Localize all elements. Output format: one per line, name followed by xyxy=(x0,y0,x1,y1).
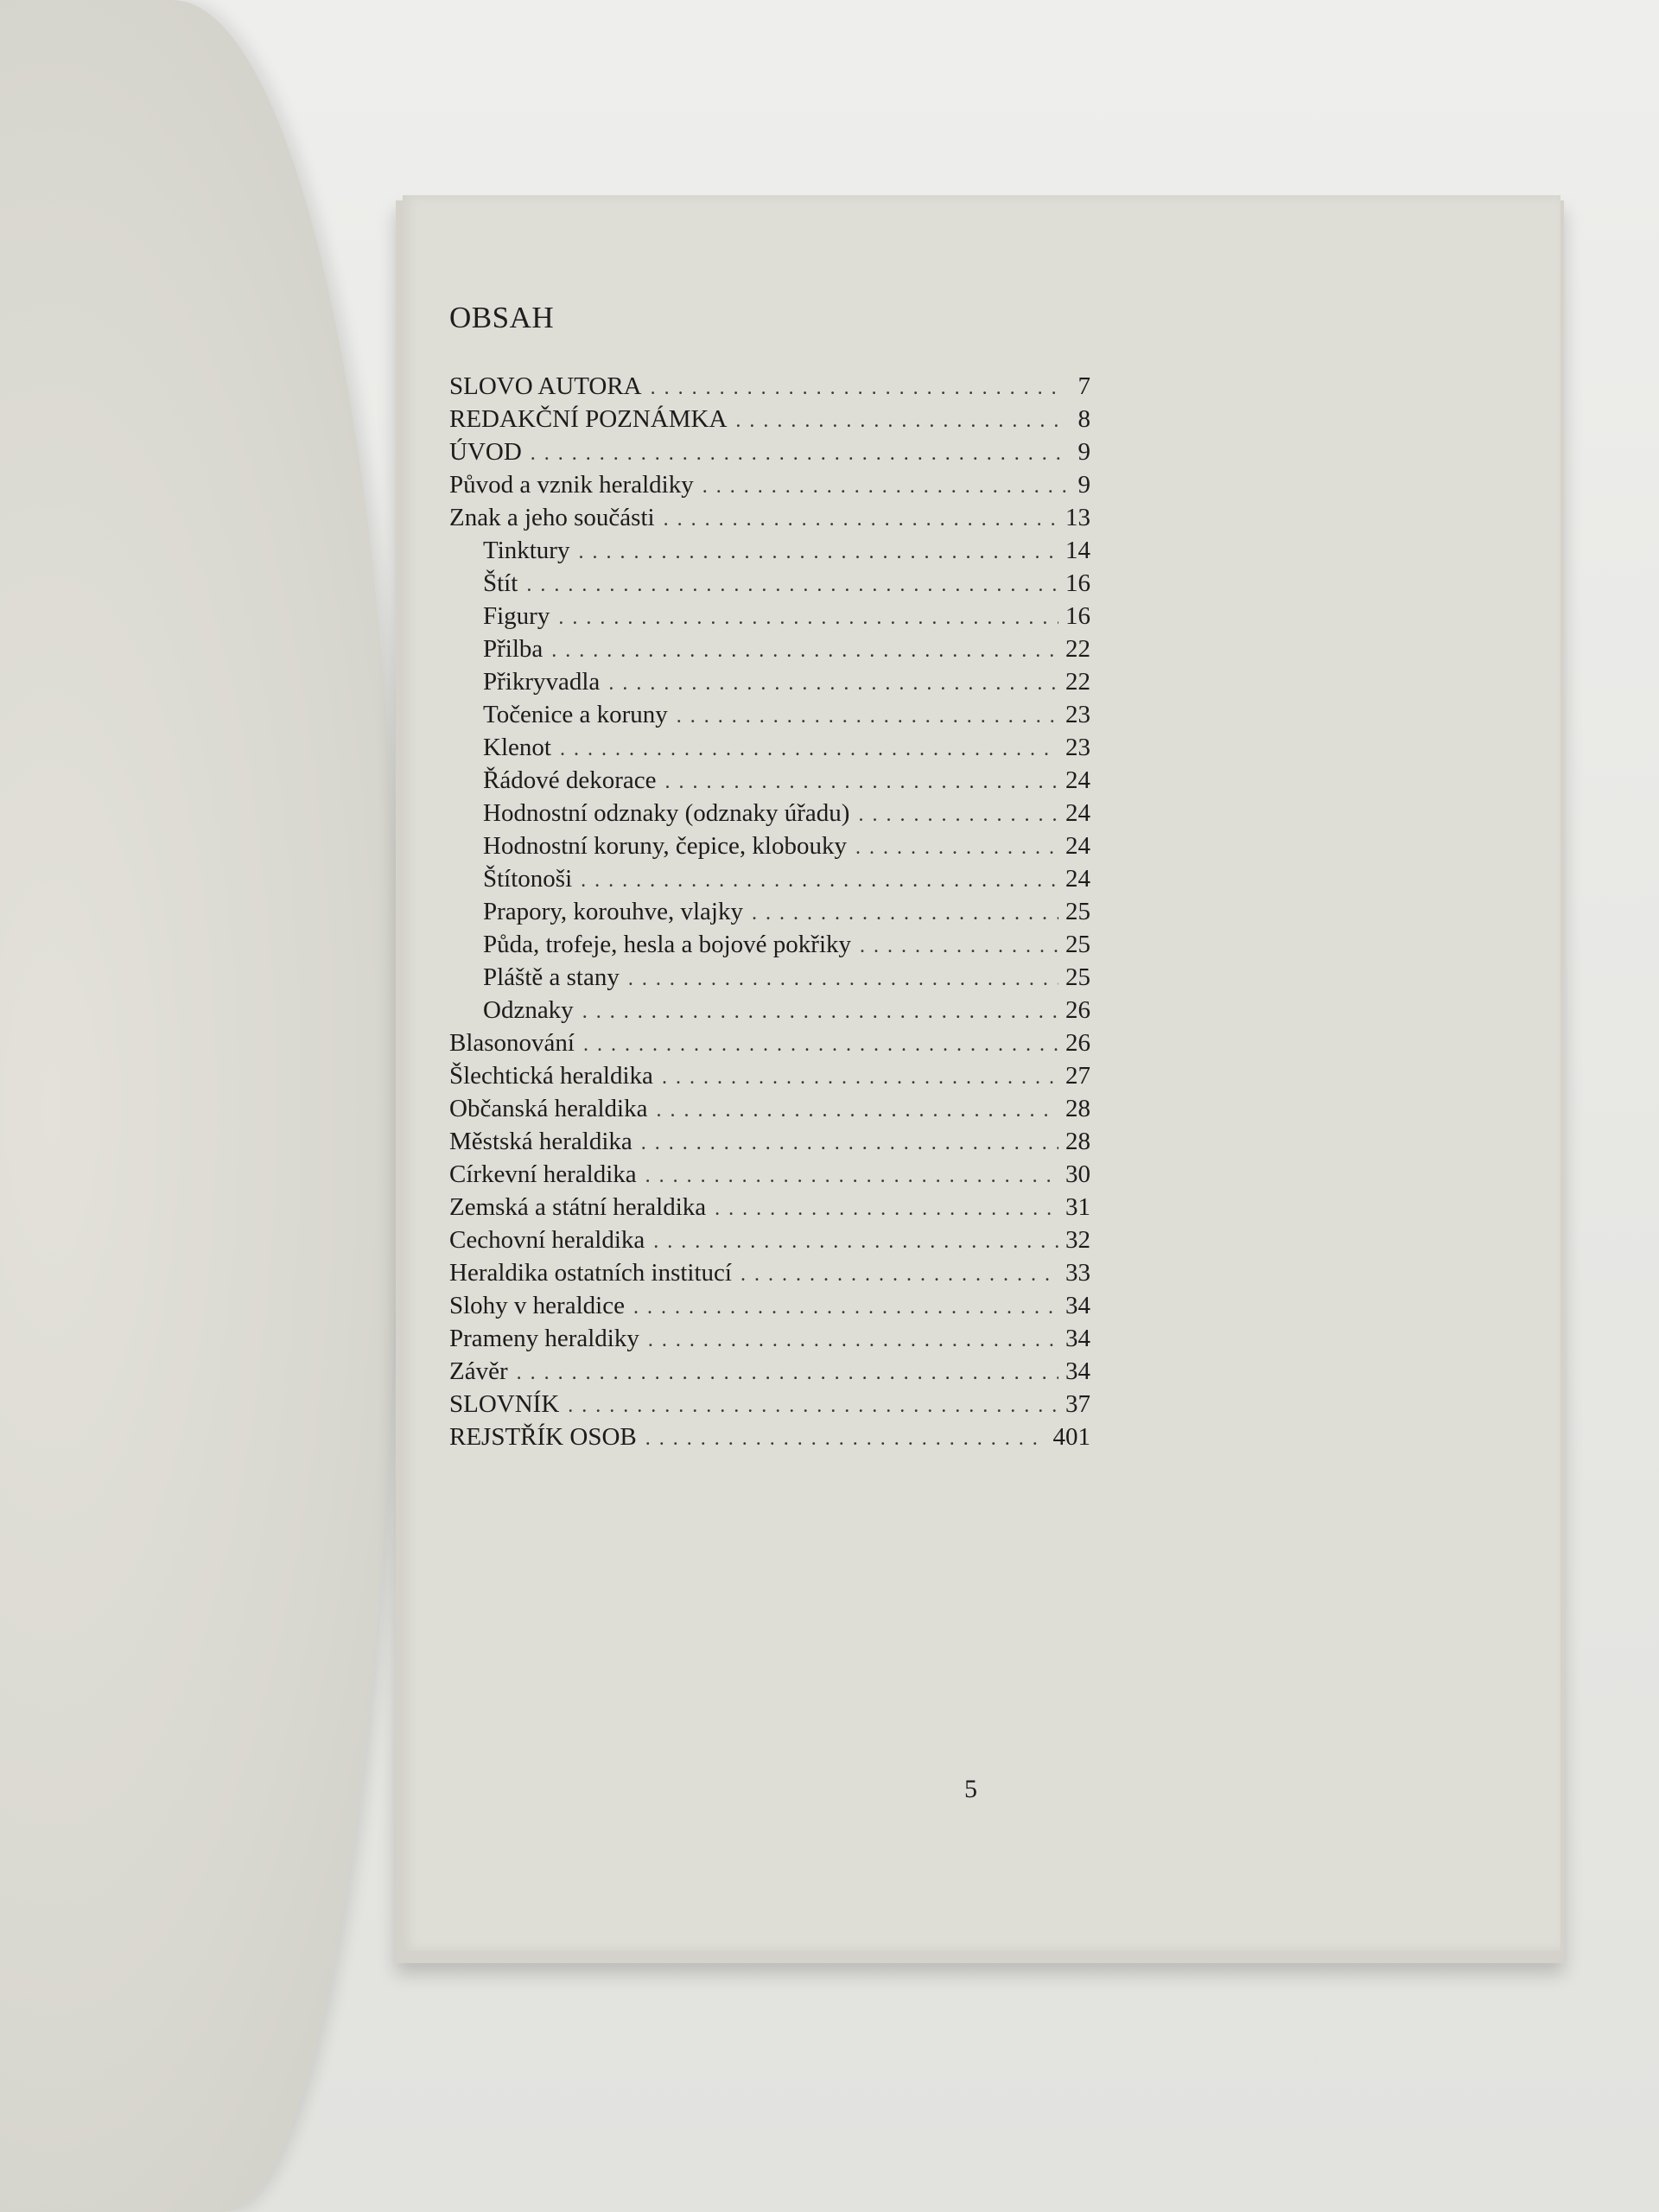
toc-dot-leader xyxy=(581,864,1058,897)
toc-entry xyxy=(449,600,1090,632)
toc-dot-leader xyxy=(645,1160,1058,1192)
toc-entry-page: 22 xyxy=(1065,635,1090,663)
toc-entry xyxy=(449,764,1090,797)
toc-entry xyxy=(449,567,1090,600)
toc-entry-page: 25 xyxy=(1065,898,1090,925)
toc-dot-leader xyxy=(517,1357,1058,1389)
toc-entry xyxy=(449,501,1090,534)
toc-entry-page: 25 xyxy=(1065,931,1090,958)
toc-entry-page: 16 xyxy=(1065,569,1090,597)
toc-dot-leader xyxy=(715,1192,1058,1225)
toc-entry-label: Hodnostní koruny, čepice, klobouky xyxy=(483,832,847,860)
toc-entry xyxy=(449,698,1090,731)
toc-entry xyxy=(449,468,1090,501)
toc-entry-label: Původ a vznik heraldiky xyxy=(449,471,694,499)
toc-dot-leader xyxy=(651,372,1066,404)
toc-entry-page: 24 xyxy=(1065,865,1090,893)
toc-entry-page: 33 xyxy=(1065,1259,1090,1287)
toc-dot-leader xyxy=(752,897,1058,930)
right-book-page xyxy=(403,195,1560,1951)
toc-entry-label: Slohy v heraldice xyxy=(449,1292,625,1319)
toc-entry-label: Zemská a státní heraldika xyxy=(449,1193,707,1221)
toc-dot-leader xyxy=(560,733,1058,766)
toc-entry-page: 32 xyxy=(1065,1226,1090,1254)
toc-entry-label: Figury xyxy=(483,602,550,630)
toc-entry-label: SLOVNÍK xyxy=(449,1390,560,1418)
toc-entry-page: 28 xyxy=(1065,1095,1090,1122)
toc-entry xyxy=(449,1092,1090,1125)
toc-entry xyxy=(449,1256,1090,1289)
toc-entry xyxy=(449,1224,1090,1256)
toc-entry xyxy=(449,731,1090,764)
toc-entry-label: Štít xyxy=(483,569,518,597)
toc-entry-page: 27 xyxy=(1065,1062,1090,1090)
toc-entry-page: 24 xyxy=(1065,832,1090,860)
toc-entry-page: 31 xyxy=(1065,1193,1090,1221)
toc-entry-label: Občanská heraldika xyxy=(449,1095,648,1122)
toc-entry-label: Točenice a koruny xyxy=(483,701,668,728)
toc-entry-label: REJSTŘÍK OSOB xyxy=(449,1423,637,1451)
toc-title: OBSAH xyxy=(449,301,555,334)
toc-entry-page: 26 xyxy=(1065,1029,1090,1057)
toc-entry-label: Městská heraldika xyxy=(449,1128,632,1155)
toc-entry-page: 23 xyxy=(1065,701,1090,728)
toc-entry xyxy=(449,1125,1090,1158)
toc-entry xyxy=(449,632,1090,665)
toc-entry-label: Řádové dekorace xyxy=(483,766,657,794)
toc-dot-leader xyxy=(855,831,1058,864)
toc-entry-label: Přikryvadla xyxy=(483,668,601,696)
toc-entry-page: 9 xyxy=(1077,471,1090,499)
toc-entry-label: Prameny heraldiky xyxy=(449,1325,639,1352)
toc-dot-leader xyxy=(741,1258,1058,1291)
toc-entry-label: Znak a jeho součásti xyxy=(449,504,655,531)
toc-dot-leader xyxy=(568,1389,1058,1422)
toc-dot-leader xyxy=(677,700,1058,733)
toc-dot-leader xyxy=(735,404,1066,437)
toc-entry-label: Šlechtická heraldika xyxy=(449,1062,653,1090)
toc-entry-page: 14 xyxy=(1065,537,1090,564)
toc-entry-label: Církevní heraldika xyxy=(449,1160,637,1188)
toc-entry-page: 7 xyxy=(1077,372,1090,400)
toc-entry-label: Blasonování xyxy=(449,1029,575,1057)
toc-dot-leader xyxy=(645,1422,1046,1455)
toc-entry xyxy=(449,403,1090,435)
toc-dot-leader xyxy=(578,536,1058,569)
toc-entry-page: 22 xyxy=(1065,668,1090,696)
toc-entry-label: Prapory, korouhve, vlajky xyxy=(483,898,743,925)
toc-entry-page: 16 xyxy=(1065,602,1090,630)
toc-entry-label: Tinktury xyxy=(483,537,570,564)
toc-entry-page: 23 xyxy=(1065,734,1090,761)
toc-entry-label: Přilba xyxy=(483,635,543,663)
toc-entry xyxy=(449,1191,1090,1224)
toc-entry xyxy=(449,830,1090,862)
toc-entry-page: 9 xyxy=(1077,438,1090,466)
toc-entry-page: 30 xyxy=(1065,1160,1090,1188)
toc-entry-page: 28 xyxy=(1065,1128,1090,1155)
toc-dot-leader xyxy=(858,798,1058,831)
toc-entry xyxy=(449,928,1090,961)
toc-entry xyxy=(449,370,1090,403)
toc-entry xyxy=(449,665,1090,698)
toc-dot-leader xyxy=(558,601,1058,634)
toc-entry xyxy=(449,797,1090,830)
toc-entry xyxy=(449,994,1090,1027)
toc-entry-label: Cechovní heraldika xyxy=(449,1226,645,1254)
toc-entry-page: 34 xyxy=(1065,1357,1090,1385)
toc-dot-leader xyxy=(628,963,1058,995)
toc-entry-page: 24 xyxy=(1065,799,1090,827)
toc-entry-page: 24 xyxy=(1065,766,1090,794)
toc-entry xyxy=(449,895,1090,928)
toc-dot-leader xyxy=(531,437,1066,470)
toc-dot-leader xyxy=(583,1028,1058,1061)
toc-entry xyxy=(449,1027,1090,1059)
toc-entry xyxy=(449,1388,1090,1421)
toc-dot-leader xyxy=(648,1324,1058,1357)
toc-entry-page: 8 xyxy=(1077,405,1090,433)
toc-entry-label: REDAKČNÍ POZNÁMKA xyxy=(449,405,728,433)
toc-dot-leader xyxy=(662,1061,1058,1094)
toc-entry-page: 25 xyxy=(1065,963,1090,991)
toc-entry xyxy=(449,1421,1090,1453)
toc-dot-leader xyxy=(860,930,1058,963)
toc-entry-label: Štítonoši xyxy=(483,865,573,893)
toc-entry-label: SLOVO AUTORA xyxy=(449,372,642,400)
toc-entry-label: Klenot xyxy=(483,734,551,761)
toc-entry xyxy=(449,862,1090,895)
toc-dot-leader xyxy=(582,995,1058,1028)
toc-entry-label: Odznaky xyxy=(483,996,574,1024)
toc-entry-page: 34 xyxy=(1065,1292,1090,1319)
toc-entry-page: 401 xyxy=(1052,1423,1090,1451)
toc-entry-page: 34 xyxy=(1065,1325,1090,1352)
toc-entry xyxy=(449,534,1090,567)
toc-dot-leader xyxy=(551,634,1058,667)
toc-entry xyxy=(449,1355,1090,1388)
toc-list xyxy=(449,370,1090,1453)
toc-entry xyxy=(449,1059,1090,1092)
toc-entry xyxy=(449,1289,1090,1322)
toc-entry-label: Pláště a stany xyxy=(483,963,620,991)
toc-dot-leader xyxy=(608,667,1058,700)
toc-dot-leader xyxy=(702,470,1066,503)
toc-entry-page: 13 xyxy=(1065,504,1090,531)
toc-dot-leader xyxy=(526,569,1058,601)
toc-entry xyxy=(449,1158,1090,1191)
toc-dot-leader xyxy=(641,1127,1058,1160)
toc-entry-label: Heraldika ostatních institucí xyxy=(449,1259,732,1287)
page-number: 5 xyxy=(964,1775,977,1803)
toc-dot-leader xyxy=(664,766,1058,798)
toc-entry xyxy=(449,961,1090,994)
toc-entry-page: 26 xyxy=(1065,996,1090,1024)
toc-entry-label: ÚVOD xyxy=(449,438,522,466)
toc-dot-leader xyxy=(656,1094,1058,1127)
toc-dot-leader xyxy=(653,1225,1058,1258)
toc-entry-page: 37 xyxy=(1065,1390,1090,1418)
toc-dot-leader xyxy=(633,1291,1058,1324)
toc-entry-label: Závěr xyxy=(449,1357,508,1385)
toc-dot-leader xyxy=(664,503,1058,536)
toc-entry xyxy=(449,435,1090,468)
toc-entry-label: Hodnostní odznaky (odznaky úřadu) xyxy=(483,799,850,827)
toc-entry-label: Půda, trofeje, hesla a bojové pokřiky xyxy=(483,931,852,958)
toc-entry xyxy=(449,1322,1090,1355)
